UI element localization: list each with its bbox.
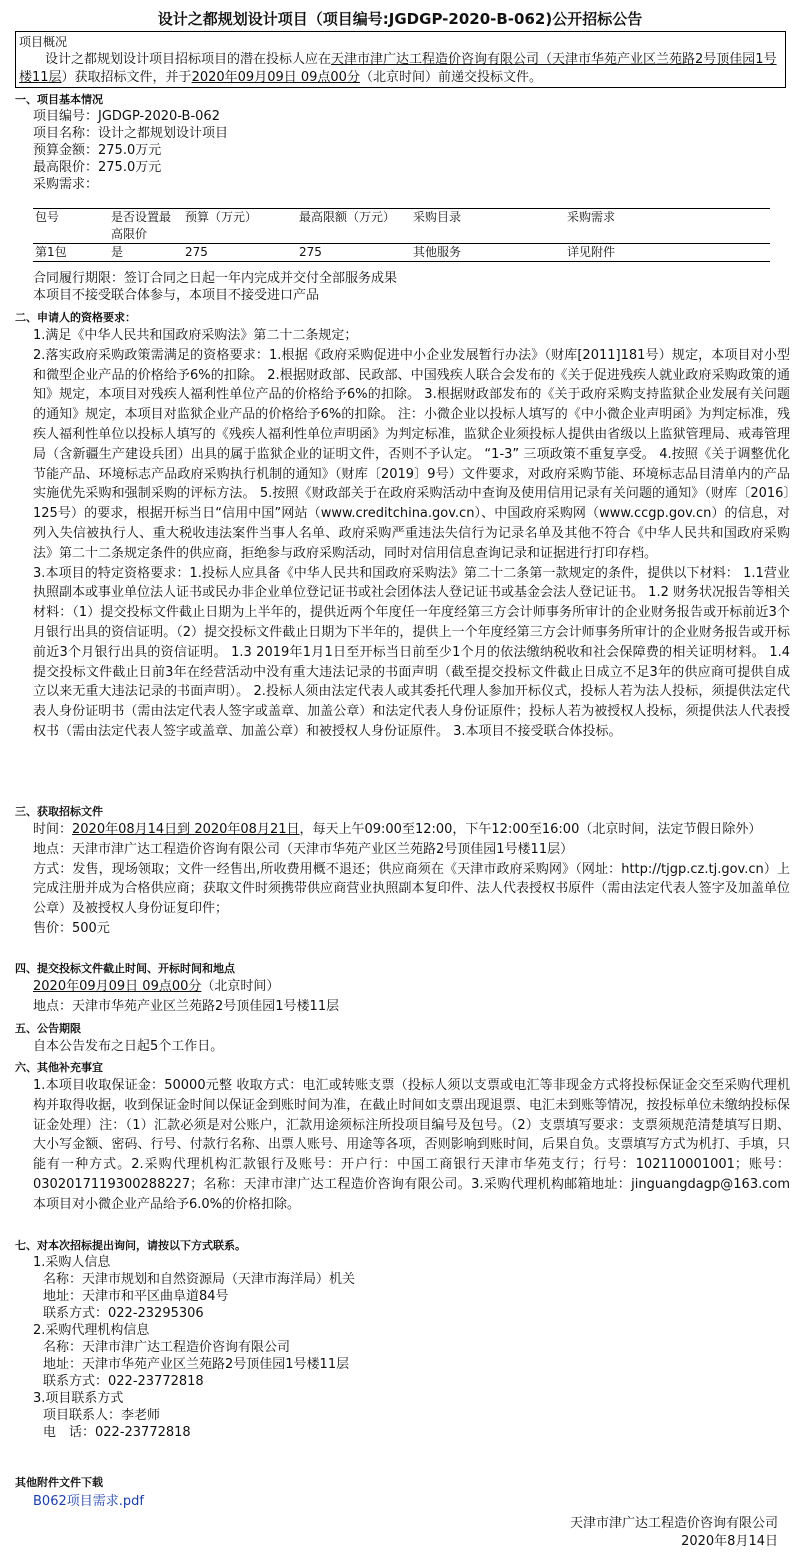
overview-text-mid: ）获取招标文件，并于 — [61, 70, 192, 85]
agent-phone: 联系方式：022-23772818 — [43, 1374, 204, 1389]
th-max-limit: 最高限额（万元） — [297, 209, 411, 244]
attachments-heading: 其他附件文件下载 — [15, 1476, 103, 1489]
qualification-1: 1.满足《中华人民共和国政府采购法》第二十二条规定； — [33, 328, 358, 343]
th-has-max-price: 是否设置最高限价 — [109, 209, 183, 244]
section-4-heading: 四、提交投标文件截止时间、开标时间和地点 — [15, 962, 235, 975]
consortium-note: 本项目不接受联合体参与，本项目不接受进口产品 — [33, 288, 320, 303]
attachment-row — [15, 1493, 790, 1510]
page-title: 设计之都规划设计项目（项目编号:JGDGP-2020-B-062)公开招标公告 — [157, 10, 643, 28]
contract-period: 合同履行期限：签订合同之日起一年内完成并交付全部服务成果 — [33, 271, 398, 286]
section-contact — [15, 1238, 790, 1441]
section-notice-period — [15, 1021, 790, 1057]
qualification-3: 3.本项目的特定资格要求：1.投标人应具备《中华人民共和国政府采购法》第二十二条第一款规定的条件，提供以下材料： 1.1营业执照副本或事业单位法人证书或民办非企业单位登记证书或社会团体法人登记证书或基金会法人登记证书。 1.2 财务状况报告等相关材料：（1）提交投标文件截止日期为上半年的，提供近两个年度任一年度经第三方会计师事务所审计的企业财务报告或开标前近3个月银行出具的资信证明。（2）提交投标文件截止日期为下半年的，提供上一个年度经第三方会计师事务所审计的企业财务报告或开标前近3个月银行出具的资信证明。 1.3 2019年1月1日至开标当日前至少1个月的依法缴纳税收和社会保障费的相关证明材料。 1.4 提交投标文件截止日前3年在经营活动中没有重大违法记录的书面声明（截至提交投标文件截止日成立不足3年的供应商可提供自成立以来无重大违法记录的书面声明）。 2.投标人须由法定代表人或其委托代理人参加开标仪式，投标人若为法人投标，须提供法定代表人身份证明书（需由法定代表人签字或盖章、加盖公章）和法定代表人身份证原件；投标人若为被授权人投标，须提供法人代表授权书（需由法定代表人签字或盖章、加盖公章）和被授权人身份证原件。 3.本项目不接受联合体投标。 — [33, 565, 790, 739]
buyer-phone: 联系方式：022-23295306 — [43, 1306, 204, 1321]
other-matters-text: 1.本项目收取保证金：50000元整 收取方式：电汇或转账支票（投标人须以支票或电汇等非现金方式将投标保证金交至采购代理机构并取得收据，收到保证金时间以保证金到账时间为准，在截止时间如支票出现退票、电汇未到账等情况，按投标单位未缴纳投标保证金处理）注：（1）汇款必须是对公账户，汇款用途须标注所投项目编号及包号。（2）支票填写要求：支票须规范清楚填写日期、大小写金额、密码、行号、付款行名称、出票人账号、用途等各项，否则影响到账时间，后果自负。支票填写方式为机打、手填，只能有一种方式。2.采购代理机构汇款银行及账号：开户行：中国工商银行天津市华苑支行；行号：102110001001；账号：0302017119300288227；名称：天津市津广达工程造价咨询有限公司。3.采购代理机构邮箱地址：jinguangdagp@163.com 本项目对小微企业产品给予6.0%的价格扣除。 — [33, 1078, 790, 1212]
th-needs: 采购需求 — [565, 209, 770, 244]
buyer-heading: 1.采购人信息 — [33, 1255, 111, 1270]
agent-heading: 2.采购代理机构信息 — [33, 1323, 150, 1338]
overview-agent: 天津市津广达工程造价咨询有限公司（ — [331, 52, 553, 67]
contact-heading: 3.项目联系方式 — [33, 1391, 124, 1406]
agent-name: 名称：天津市津广达工程造价咨询有限公司 — [43, 1340, 291, 1355]
procurement-table — [33, 208, 770, 262]
td-has-max-price: 是 — [109, 244, 183, 262]
section-1-heading: 一、项目基本情况 — [15, 93, 103, 106]
agent-address: 地址：天津市华苑产业区兰苑路2号顶佳园1号楼11层 — [43, 1357, 350, 1372]
td-needs: 详见附件 — [565, 244, 770, 262]
section-basic-info — [15, 92, 790, 193]
obtain-method: 方式：发售，现场领取；文件一经售出,所收费用概不退还；供应商须在《天津市政府采购网》（网址：http://tjgp.cz.tj.gov.cn）上完成注册并成为合格供应商；获取文件时须携带供应商营业执照副本复印件、法人代表授权书原件（需由法定代表人签字及加盖单位公章）及被授权人身份证复印件； — [33, 861, 790, 917]
overview-text-prefix: 设计之都规划设计项目招标项目的潜在投标人应在 — [45, 52, 332, 67]
deadline-time-value: 2020年09月09日 09点00分 — [33, 979, 202, 994]
th-package: 包号 — [33, 209, 109, 244]
overview-text-suffix: （北京时间）前递交投标文件。 — [359, 70, 542, 85]
section-deadline — [15, 961, 790, 1017]
overview-heading: 项目概况 — [19, 35, 68, 49]
section-2-heading: 二、申请人的资格要求： — [15, 311, 136, 324]
obtain-place: 地点：天津市津广达工程造价咨询有限公司（天津市华苑产业区兰苑路2号顶佳园1号楼11层） — [33, 841, 574, 857]
section-3-heading: 三、获取招标文件 — [15, 805, 103, 818]
obtain-time-value: 2020年08月14日到 2020年08月21日 — [72, 822, 300, 837]
section-obtain-documents — [15, 804, 790, 939]
notice-period-text: 自本公告发布之日起5个工作日。 — [33, 1039, 224, 1054]
signature-date: 2020年8月14日 — [681, 1534, 778, 1549]
max-price: 最高限价：275.0万元 — [33, 160, 162, 175]
signature-block — [570, 1515, 778, 1551]
project-overview-box — [15, 31, 786, 88]
section-1-after — [15, 270, 790, 304]
obtain-time-label: 时间： — [33, 822, 73, 837]
td-max-limit: 275 — [297, 244, 411, 262]
procurement-needs-label: 采购需求： — [33, 177, 99, 192]
deadline-time — [15, 977, 790, 997]
section-7-heading: 七、对本次招标提出询问，请按以下方式联系。 — [15, 1239, 246, 1252]
section-attachments — [15, 1475, 790, 1510]
th-catalog: 采购目录 — [411, 209, 565, 244]
td-catalog: 其他服务 — [411, 244, 565, 262]
section-5-heading: 五、公告期限 — [15, 1022, 81, 1035]
table-header-row — [33, 209, 770, 244]
overview-text — [19, 51, 782, 87]
obtain-time-rest: ，每天上午09:00至12:00，下午12:00至16:00（北京时间，法定节假日除外） — [299, 822, 762, 837]
buyer-address: 地址：天津市和平区曲阜道84号 — [43, 1289, 229, 1304]
attachment-link[interactable]: B062项目需求.pdf — [33, 1494, 144, 1509]
overview-deadline: 2020年09月09日 09点00分 — [191, 70, 360, 85]
deadline-place: 地点：天津市华苑产业区兰苑路2号顶佳园1号楼11层 — [33, 998, 340, 1014]
obtain-price: 售价：500元 — [33, 920, 110, 936]
obtain-time — [15, 820, 790, 840]
contact-phone: 电 话：022-23772818 — [43, 1425, 191, 1440]
th-budget: 预算（万元） — [183, 209, 297, 244]
project-name: 项目名称：设计之都规划设计项目 — [33, 126, 229, 141]
buyer-name: 名称：天津市规划和自然资源局（天津市海洋局）机关 — [43, 1272, 356, 1287]
project-number: 项目编号：JGDGP-2020-B-062 — [33, 109, 220, 124]
section-6-heading: 六、其他补充事宜 — [15, 1061, 103, 1074]
section-other-matters — [15, 1060, 790, 1215]
signature-company: 天津市津广达工程造价咨询有限公司 — [569, 1516, 778, 1531]
deadline-time-suffix: （北京时间） — [201, 979, 280, 994]
table-row — [33, 244, 770, 262]
section-qualifications — [15, 310, 790, 742]
qualification-2: 2.落实政府采购政策需满足的资格要求：1.根据《政府采购促进中小企业发展暂行办法》（财库[2011]181号）规定，本项目对小型和微型企业产品的价格给予6%的扣除。 2.根据财政部、民政部、中国残疾人联合会发布的《关于促进残疾人就业政府采购政策的通知》规定，本项目对残疾人福利性单位产品的价格给予6%的扣除。 3.根据财政部发布的《关于政府采购支持监狱企业发展有关问题的通知》规定，本项目对监狱企业产品的价格给予6%的扣除。 注：小微企业以投标人填写的《中小微企业声明函》为判定标准，残疾人福利性单位以投标人填写的《残疾人福利性单位声明函》为判定标准，监狱企业须投标人提供由省级以上监狱管理局、戒毒管理局（含新疆生产建设兵团）出具的属于监狱企业的证明文件，否则不予认定。 “1-3” 三项政策不重复享受。 4.按照《关于调整优化节能产品、环境标志产品政府采购执行机制的通知》（财库〔2019〕9号）文件要求，对政府采购节能、环境标志品目清单内的产品实施优先采购和强制采购的评标方法。 5.按照《财政部关于在政府采购活动中查询及使用信用记录有关问题的通知》（财库〔2016〕125号）的要求，根据开标当日“信用中国”网站（www.creditchina.gov.cn）、中国政府采购网（www.ccgp.gov.cn）的信息，对列入失信被执行人、重大税收违法案件当事人名单、政府采购严重违法失信行为记录名单及其他不符合《中华人民共和国政府采购法》第二十二条规定条件的供应商，拒绝参与政府采购活动，同时对信用信息查询记录和证据进行打印存档。 — [33, 347, 790, 561]
td-budget: 275 — [183, 244, 297, 262]
contact-person: 项目联系人：李老师 — [43, 1408, 161, 1423]
budget-amount: 预算金额：275.0万元 — [33, 143, 162, 158]
overview-place: 天津市华苑产业区兰苑路2号顶佳园1号楼11层 — [19, 52, 777, 85]
td-package: 第1包 — [33, 244, 109, 262]
